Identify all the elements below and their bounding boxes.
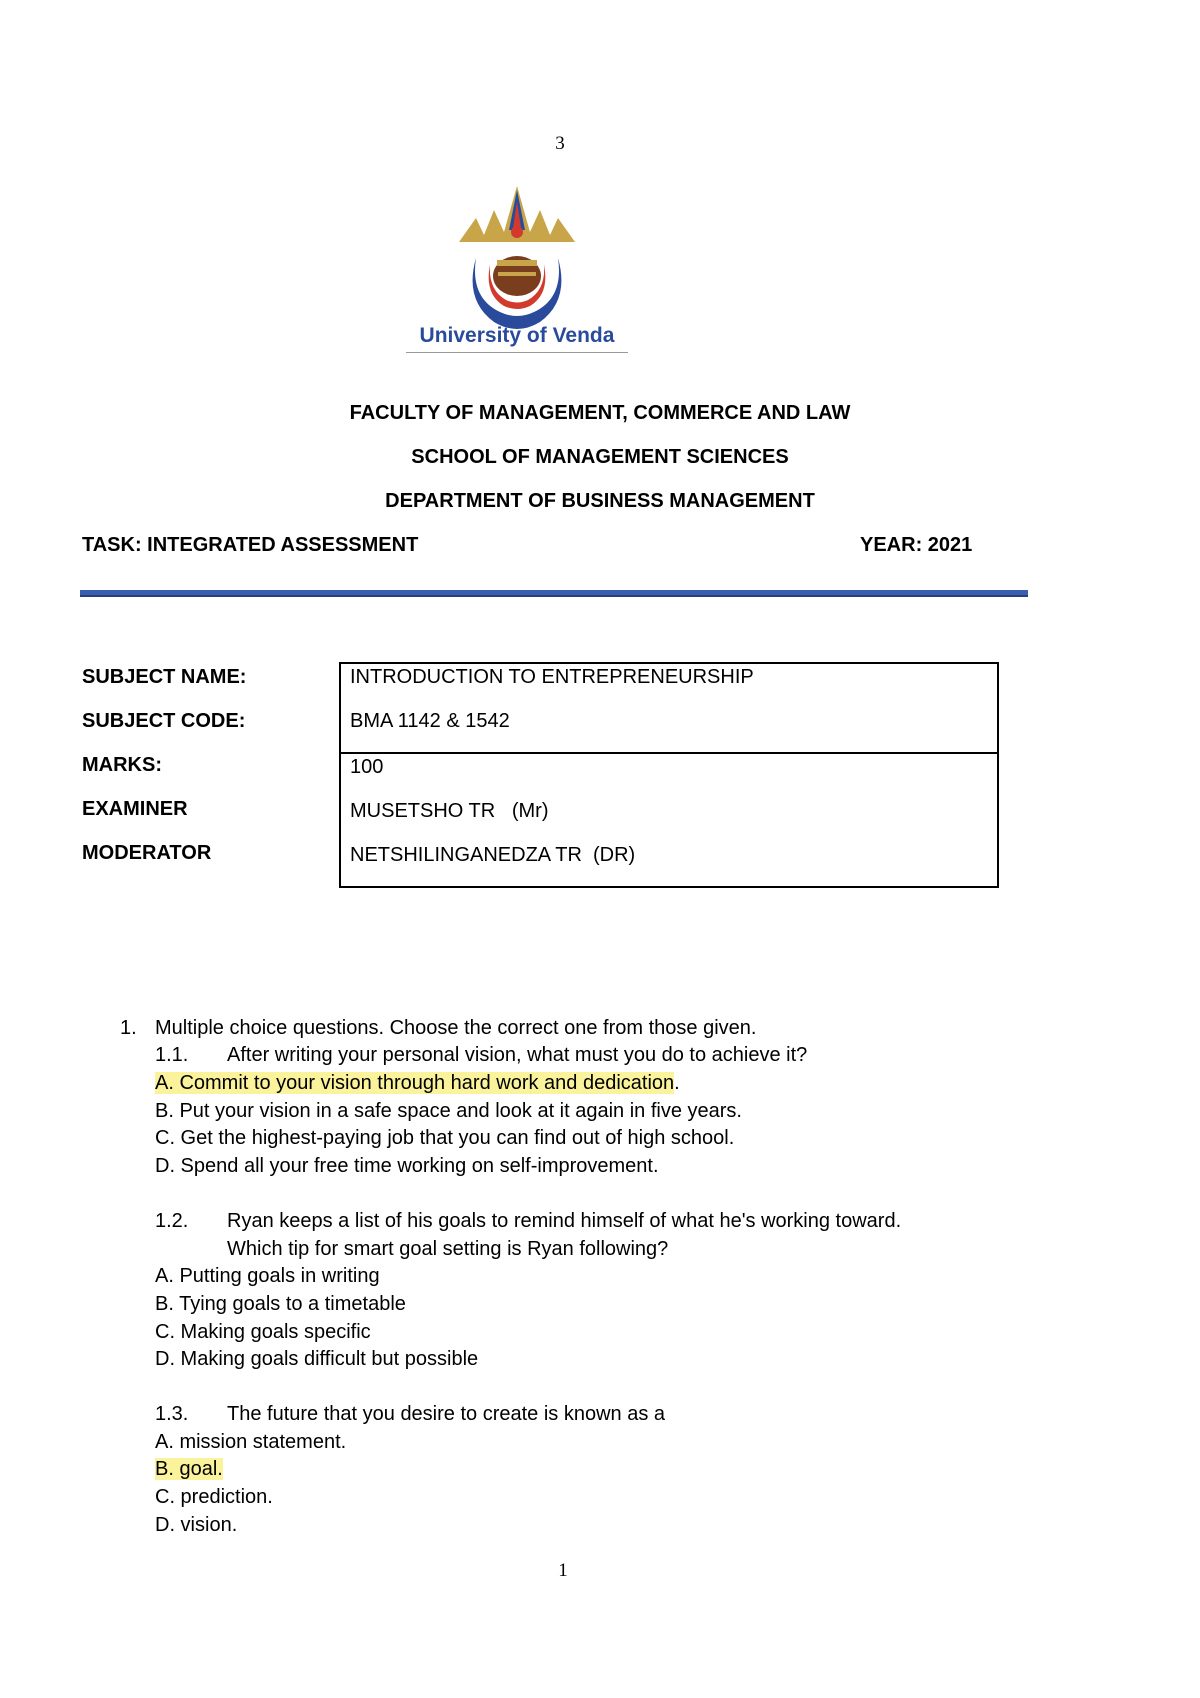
question-text-continued: Which tip for smart goal setting is Ryan following? [227,1238,669,1260]
logo-underline [406,352,628,353]
correct-answer-highlight: A. Commit to your vision through hard work and dedication [155,1072,675,1094]
faculty-heading: FACULTY OF MANAGEMENT, COMMERCE AND LAW [349,402,851,424]
subject-name-label: SUBJECT NAME: [82,666,247,688]
header-divider [80,590,1028,597]
marks-label: MARKS: [82,754,162,776]
option-c: C. Making goals specific [155,1321,371,1343]
section-number: 1. [120,1017,137,1039]
department-heading: DEPARTMENT OF BUSINESS MANAGEMENT [385,490,815,512]
examiner-label: EXAMINER [82,798,188,820]
examiner-value: MUSETSHO TR (Mr) [350,800,549,822]
question-text: The future that you desire to create is known as a [227,1403,666,1425]
option-a: A. mission statement. [155,1431,347,1453]
option-c: C. prediction. [155,1486,273,1508]
moderator-label: MODERATOR [82,842,212,864]
task-label: TASK: INTEGRATED ASSESSMENT [82,534,419,556]
option-d: D. Spend all your free time working on self-improvement. [155,1155,659,1177]
option-b: B. Put your vision in a safe space and look at it again in five years. [155,1100,742,1122]
option-a [155,1072,680,1095]
question-1-3 [155,1403,665,1426]
option-b: B. Tying goals to a timetable [155,1293,406,1315]
question-1-1 [155,1044,807,1067]
question-text: After writing your personal vision, what must you do to achieve it? [227,1044,808,1066]
university-logo [404,180,630,355]
option-d: D. Making goals difficult but possible [155,1348,479,1370]
school-heading: SCHOOL OF MANAGEMENT SCIENCES [411,446,789,468]
question-number: 1.1. [155,1044,189,1066]
question-number: 1.3. [155,1403,189,1425]
question-1-2 [155,1210,901,1233]
logo-text: University of Venda [419,324,615,347]
section-instructions: Multiple choice questions. Choose the correct one from those given. [155,1017,757,1039]
moderator-value: NETSHILINGANEDZA TR (DR) [350,844,636,866]
subject-code-label: SUBJECT CODE: [82,710,246,732]
option-d: D. vision. [155,1514,238,1536]
subject-code-value: BMA 1142 & 1542 [350,710,510,732]
footer-page-number: 1 [558,1560,568,1581]
option-c: C. Get the highest-paying job that you can find out of high school. [155,1127,735,1149]
subject-name-value: INTRODUCTION TO ENTREPRENEURSHIP [350,666,754,688]
marks-value: 100 [350,756,384,778]
option-a-suffix: . [674,1072,680,1094]
correct-answer-highlight: B. goal. [155,1458,223,1480]
header-page-number: 3 [555,133,565,154]
option-b [155,1458,223,1481]
option-a: A. Putting goals in writing [155,1265,380,1287]
question-number: 1.2. [155,1210,189,1232]
question-text: Ryan keeps a list of his goals to remind himself of what he's working toward. [227,1210,902,1232]
year-label: YEAR: 2021 [860,534,973,556]
